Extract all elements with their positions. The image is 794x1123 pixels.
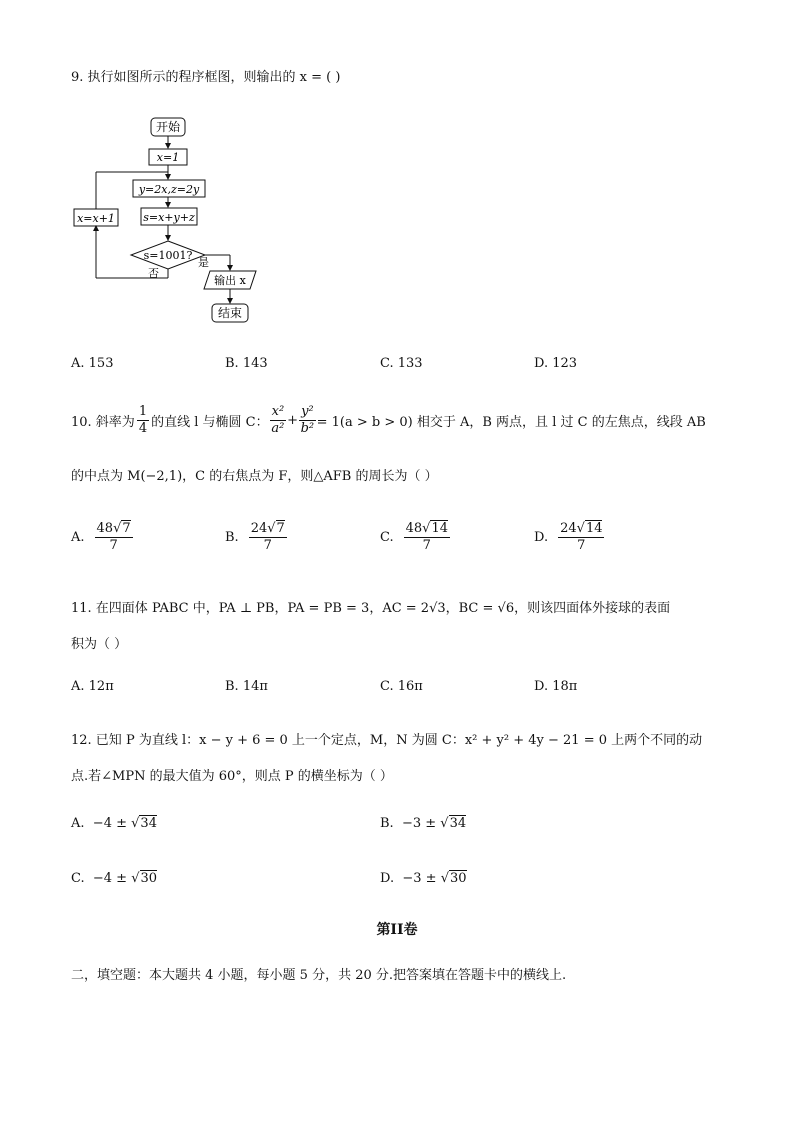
q9-flowchart <box>70 112 270 328</box>
q10-frac-y <box>299 404 316 437</box>
q10-option-b <box>225 521 287 554</box>
q10-opt-a-label: A. <box>71 530 85 545</box>
q9-option-d: D. 123 <box>534 356 578 371</box>
q10-line2: 的中点为 M(−2,1)，C 的右焦点为 F，则△AFB 的周长为（ ） <box>71 469 438 484</box>
section-title: 第II卷 <box>376 922 418 938</box>
flow-sum: s=x+y+z <box>143 211 195 224</box>
flow-inc: x=x+1 <box>77 212 115 225</box>
q12-option-a: A. −4 ± √34 <box>71 816 157 831</box>
q12-option-c: C. −4 ± √30 <box>71 871 158 886</box>
q10-line1: 10. 斜率为 $\frac{1}{4}$ 的直线 l 与椭圆 C： $\frac{\text{x²}}{\text{a²}}$ + $\frac{\text{y²}}{\text{b²}}$ = 1(a > b > 0) 相交于 A，B 两点，且 l 过 C 的左焦点，线段 AB <box>71 404 706 436</box>
q10-slope <box>137 404 149 437</box>
q10-opt-b-label: B. <box>225 530 239 545</box>
q9-option-a: A. 153 <box>71 356 114 371</box>
q10-slope-den: 4 <box>138 421 148 436</box>
flow-output: 输出 x <box>214 274 246 287</box>
q11-option-d: D. 18π <box>534 679 578 694</box>
q9-stem: 9. 执行如图所示的程序框图，则输出的 x = ( ) <box>71 70 341 85</box>
q10-opt-c-frac: $\frac{48√14}{7}$ <box>405 521 449 553</box>
section-instruction: 二，填空题：本大题共 4 小题，每小题 5 分，共 20 分.把答案填在答题卡中的横线上. <box>71 968 567 983</box>
q10-opt-c-label: C. <box>380 530 394 545</box>
q11-option-a: A. 12π <box>71 679 114 694</box>
flow-assign: y=2x,z=2y <box>138 183 200 196</box>
q10-opt-d-label: D. <box>534 530 549 545</box>
q10-option-a <box>71 521 133 554</box>
q11-option-b: B. 14π <box>225 679 268 694</box>
q10-ellipse-x: x² <box>271 404 285 419</box>
q10-opt-b-frac: $\frac{24√7}{7}$ <box>250 521 285 553</box>
q9-option-c: C. 133 <box>380 356 423 371</box>
q9-option-b: B. 143 <box>225 356 268 371</box>
q10-opt-d-frac: $\frac{24√14}{7}$ <box>560 521 603 553</box>
q10-ellipse-b: b² <box>300 421 315 436</box>
flow-yes: 是 <box>198 256 209 269</box>
q10-opt-a-frac: $\frac{48√7}{7}$ <box>96 521 131 553</box>
q12-line1: 12. 已知 P 为直线 l：x − y + 6 = 0 上一个定点，M，N 为圆 C：x² + y² + 4y − 21 = 0 上两个不同的动 <box>71 733 703 748</box>
q10-slope-num: 1 <box>138 404 148 419</box>
q10-frac-x <box>270 404 287 437</box>
q11-option-c: C. 16π <box>380 679 423 694</box>
q10-ellipse-a: a² <box>271 421 285 436</box>
flow-start: 开始 <box>155 120 181 134</box>
flow-init: x=1 <box>156 151 180 164</box>
q10-option-c <box>380 521 450 554</box>
flow-end: 结束 <box>217 306 243 320</box>
q10-post: = 1(a > b > 0) 相交于 A，B 两点，且 l 过 C 的左焦点，线段 AB <box>316 415 706 430</box>
q11-line1: 11. 在四面体 PABC 中，PA ⊥ PB，PA = PB = 3，AC = 2√3，BC = √6，则该四面体外接球的表面 <box>71 601 671 616</box>
q10-ellipse-y: y² <box>301 404 314 419</box>
q11-line2: 积为（ ） <box>71 637 128 652</box>
q10-mid: 的直线 l 与椭圆 C： <box>151 415 269 430</box>
q10-pre: 10. 斜率为 <box>71 415 135 430</box>
q12-option-b: B. −3 ± √34 <box>380 816 467 831</box>
q10-option-d <box>534 521 604 554</box>
q12-line2: 点.若∠MPN 的最大值为 60°，则点 P 的横坐标为（ ） <box>71 769 393 784</box>
q12-option-d: D. −3 ± √30 <box>380 871 467 886</box>
flow-no: 否 <box>148 267 159 280</box>
flow-cond: s=1001? <box>143 249 193 262</box>
